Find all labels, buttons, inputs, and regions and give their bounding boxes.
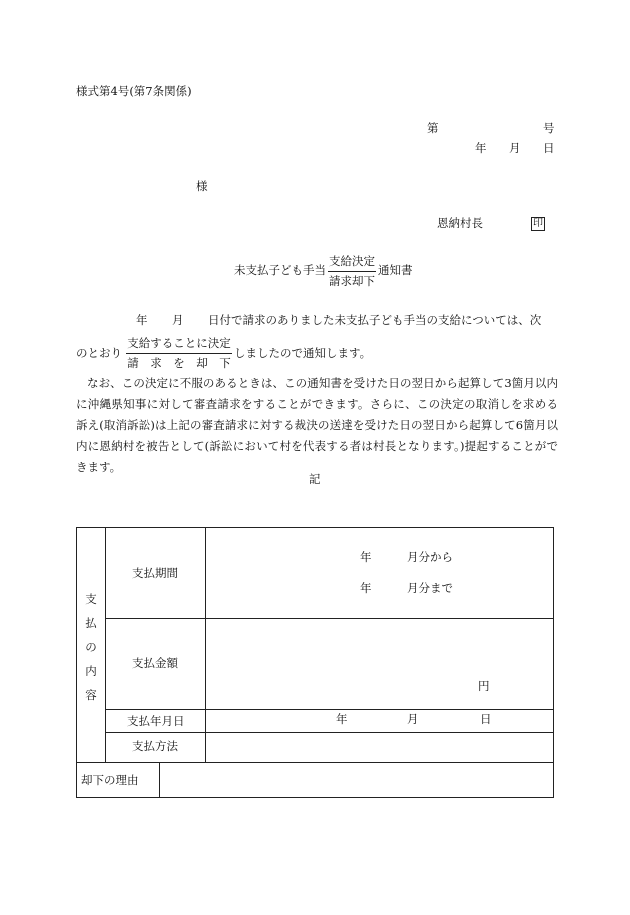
issue-date-day: 日	[543, 141, 555, 155]
paydate-month: 月	[407, 712, 419, 726]
reference-go: 号	[543, 121, 555, 135]
payment-table	[76, 527, 554, 798]
reference-dai: 第	[427, 121, 439, 135]
issue-date-month: 月	[509, 141, 521, 155]
period-to-year: 年	[360, 581, 372, 595]
seal-mark: 印	[533, 218, 543, 229]
body-month: 月	[172, 313, 184, 327]
body-choice-approve: 支給することに決定	[126, 338, 232, 354]
body-line2-suffix: しましたので通知します。	[234, 346, 372, 360]
title-suffix: 通知書	[378, 263, 413, 277]
body-line2-prefix: のとおり	[76, 346, 122, 360]
paydate-day: 日	[480, 712, 492, 726]
period-from-year: 年	[360, 550, 372, 564]
appeal-notice: なお、この決定に不服のあるときは、この通知書を受けた日の翌日から起算して3箇月以内に沖縄県知事に対して審査請求をすることができます。さらに、この決定の取消しを求める訴え(取消訴訟)は上記の審査請求に対する裁決の送達を受けた日の翌日から起算して6箇月以内に恩納村を被告として(訴訟において村を代表する者は村長となります。)提起することができます。	[76, 376, 558, 474]
body-line1: 日付で請求のありました未支払子ども手当の支給については、次	[208, 313, 542, 327]
body-year: 年	[136, 313, 148, 327]
paydate-year: 年	[336, 712, 348, 726]
amount-label: 支払金額	[132, 656, 178, 670]
group-label-char: 容	[85, 688, 97, 702]
period-from-month: 月分から	[407, 550, 453, 564]
method-label: 支払方法	[132, 739, 178, 753]
issue-date-year: 年	[475, 141, 487, 155]
body-choice-reject: 請 求 を 却 下	[127, 355, 231, 370]
period-label: 支払期間	[132, 566, 178, 580]
paydate-label: 支払年月日	[127, 714, 185, 728]
body-choice	[126, 338, 232, 369]
issuer-name: 恩納村長	[437, 216, 483, 230]
title-choice-approve: 支給決定	[328, 256, 376, 272]
amount-unit: 円	[478, 679, 490, 693]
title-prefix: 未支払子ども手当	[234, 263, 326, 277]
form-number: 様式第4号(第7条関係)	[76, 84, 192, 98]
addressee-suffix: 様	[196, 179, 208, 193]
ki-mark: 記	[309, 472, 321, 486]
reason-label: 却下の理由	[81, 773, 139, 787]
group-label-char: の	[85, 640, 97, 654]
group-label-char: 内	[85, 664, 97, 678]
title-choice-reject: 請求却下	[329, 273, 375, 288]
group-label-char: 支	[85, 592, 97, 606]
group-label	[77, 587, 105, 707]
group-label-char: 払	[85, 616, 97, 630]
period-to-month: 月分まで	[407, 581, 453, 595]
title-choice	[328, 256, 376, 287]
